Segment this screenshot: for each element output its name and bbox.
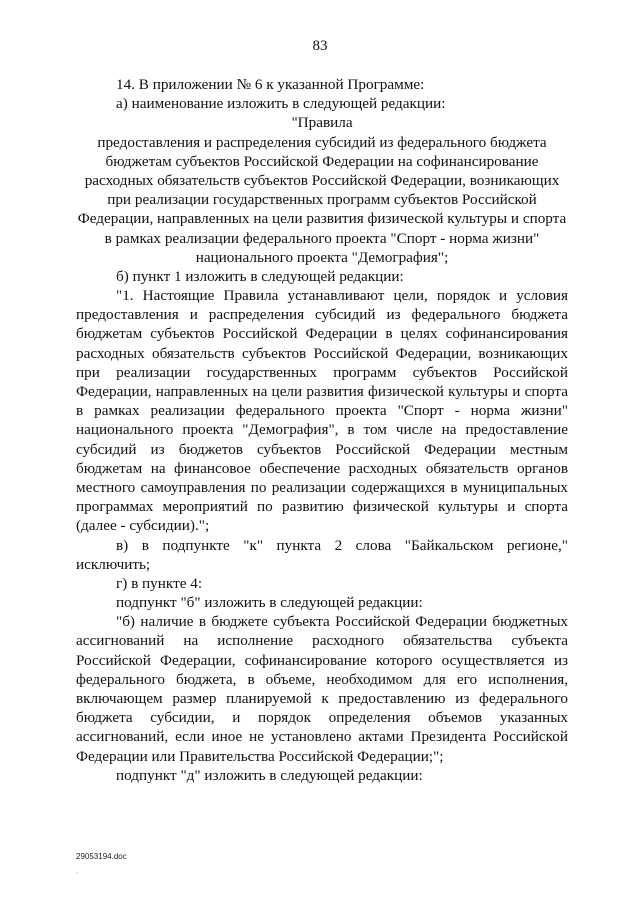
text-line: национального проекта "Демография";: [195, 248, 449, 266]
text-line: г) в пункте 4:: [116, 574, 203, 592]
text-line: а) наименование изложить в следующей редакции:: [116, 95, 446, 113]
footer-filename: 29053194.doc: [76, 852, 127, 861]
text-line: б) пункт 1 изложить в следующей редакции:: [116, 267, 404, 285]
text-line: ассигнований, если иное не установлено актами Президента Российской: [76, 728, 568, 746]
text-line: предоставления и распределения субсидий из федерального бюджета: [76, 306, 568, 324]
text-line: программах мероприятий по развитию физической культуры и спорта: [76, 498, 568, 516]
text-line: Российской Федерации, софинансирование которого осуществляется из: [76, 651, 568, 669]
text-line: ассигнований на исполнение расходного обязательства субъекта: [76, 632, 568, 650]
text-line: (далее - субсидии).";: [76, 517, 210, 535]
text-line: "б) наличие в бюджете субъекта Российской Федерации бюджетных: [116, 613, 568, 631]
text-line: подпункт "б" изложить в следующей редакции:: [116, 594, 423, 612]
text-line: Федерации, направленных на цели развития физической культуры и спорта: [76, 383, 568, 400]
text-line: включающем размер планируемой к предоставлению из федерального: [76, 690, 568, 707]
text-line: при реализации государственных программ субъектов Российской: [76, 363, 568, 381]
text-line: при реализации государственных программ субъектов Российской: [107, 191, 537, 209]
document-body: [76, 75, 568, 785]
text-line: местного самоуправления по реализации содержащихся в муниципальных: [76, 478, 568, 496]
text-line: расходных обязательств субъектов Российской Федерации, возникающих: [76, 344, 568, 362]
text-line: "1. Настоящие Правила устанавливают цели, порядок и условия: [116, 287, 568, 305]
text-line: Федерации, направленных на цели развития физической культуры и спорта: [77, 210, 567, 228]
text-line: бюджетам субъектов Российской Федерации в целях софинансирования: [76, 325, 568, 343]
text-line: субсидий из бюджетов субъектов Российской Федерации местным: [76, 440, 568, 458]
text-line: в рамках реализации федерального проекта "Спорт - норма жизни": [104, 229, 540, 247]
text-line: бюджетам субъектов Российской Федерации на софинансирование: [105, 152, 539, 170]
text-line: бюджета субсидии, и порядок определения объемов указанных: [76, 709, 568, 727]
text-line: 14. В приложении № 6 к указанной Программе:: [116, 76, 425, 93]
text-line: в рамках реализации федерального проекта "Спорт - норма жизни": [76, 402, 568, 420]
text-line: предоставления и распределения субсидий из федерального бюджета: [97, 133, 547, 151]
footer-mark: .: [76, 866, 79, 875]
text-line: бюджетам на финансовое обеспечение расходных обязательств органов: [76, 459, 568, 477]
text-line: расходных обязательств субъектов Российской Федерации, возникающих: [84, 171, 560, 189]
text-line: Федерации или Правительства Российской Федерации;";: [76, 747, 444, 765]
page-number: 83: [312, 38, 328, 54]
text-line: в) в подпункте "к" пункта 2 слова "Байкальском регионе,": [116, 536, 568, 554]
text-line: национального проекта "Демография", в том числе на предоставление: [76, 421, 568, 439]
text-line: федерального бюджета, в объеме, необходимом для его исполнения,: [76, 670, 568, 688]
text-line: "Правила: [291, 114, 353, 132]
text-line: исключить;: [76, 555, 151, 573]
text-line: подпункт "д" изложить в следующей редакции:: [116, 766, 423, 784]
